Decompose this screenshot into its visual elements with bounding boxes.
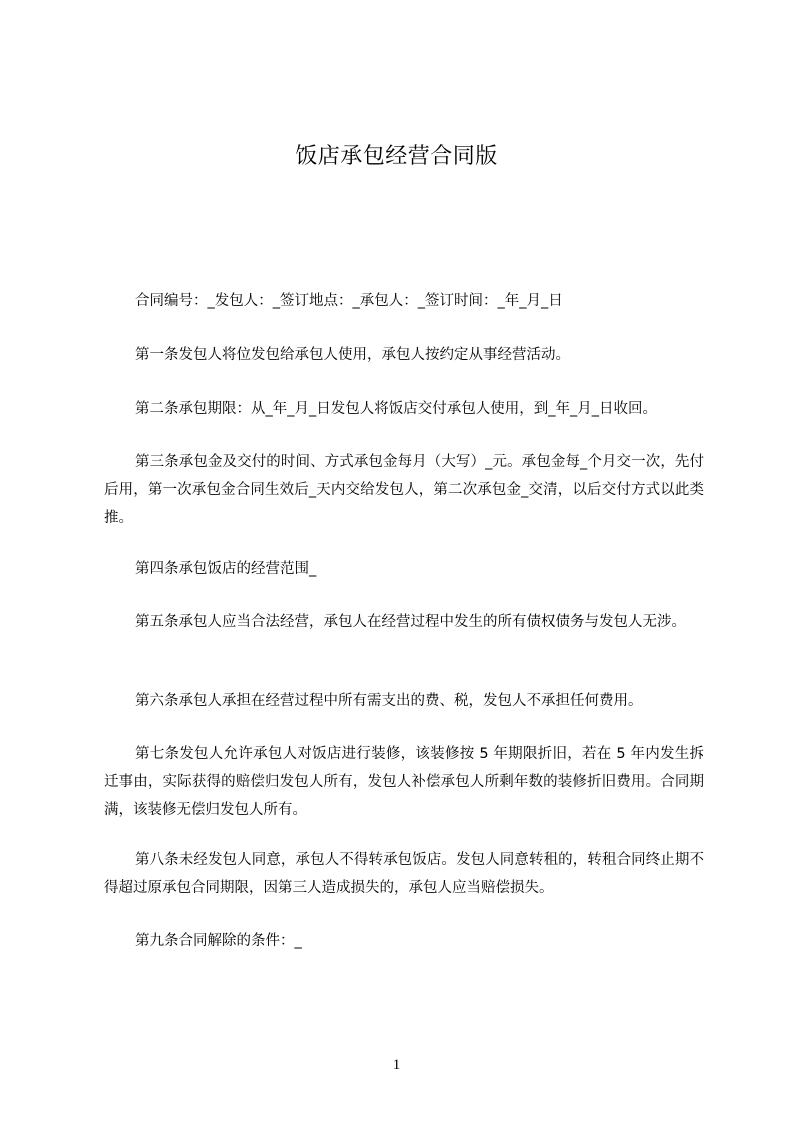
page-number: 1 bbox=[392, 1057, 401, 1073]
article-6: 第六条承包人承担在经营过程中所有需支出的费、税，发包人不承担任何费用。 bbox=[135, 693, 643, 709]
article-3: 第三条承包金及交付的时间、方式承包金每月（大写）_元。承包金每_个月交一次，先付后用，第一次承包金合同生效后_天内交给发包人，第二次承包金_交清，以后交付方式以此类推。 bbox=[104, 454, 704, 526]
article-9: 第九条合同解除的条件：_ bbox=[135, 933, 302, 949]
article-7: 第七条发包人允许承包人对饭店进行装修，该装修按 5 年期限折旧，若在 5 年内发生拆迁事由，实际获得的赔偿归发包人所有，发包人补偿承包人所剩年数的装修折旧费用。合同期满，该装修无偿归发包人所有。 bbox=[104, 746, 704, 818]
document-title: 饭店承包经营合同版 bbox=[295, 144, 498, 169]
article-4: 第四条承包饭店的经营范围_ bbox=[135, 561, 317, 577]
article-2: 第二条承包期限：从_年_月_日发包人将饭店交付承包人使用，到_年_月_日收回。 bbox=[135, 401, 657, 417]
article-5: 第五条承包人应当合法经营，承包人在经营过程中发生的所有债权债务与发包人无涉。 bbox=[135, 614, 686, 630]
article-8: 第八条未经发包人同意，承包人不得转承包饭店。发包人同意转租的，转租合同终止期不得超过原承包合同期限，因第三人造成损失的，承包人应当赔偿损失。 bbox=[104, 852, 704, 896]
article-1: 第一条发包人将位发包给承包人使用，承包人按约定从事经营活动。 bbox=[135, 347, 570, 363]
contract-header-fields: 合同编号：_发包人：_签订地点：_承包人：_签订时间：_年_月_日 bbox=[135, 293, 563, 309]
